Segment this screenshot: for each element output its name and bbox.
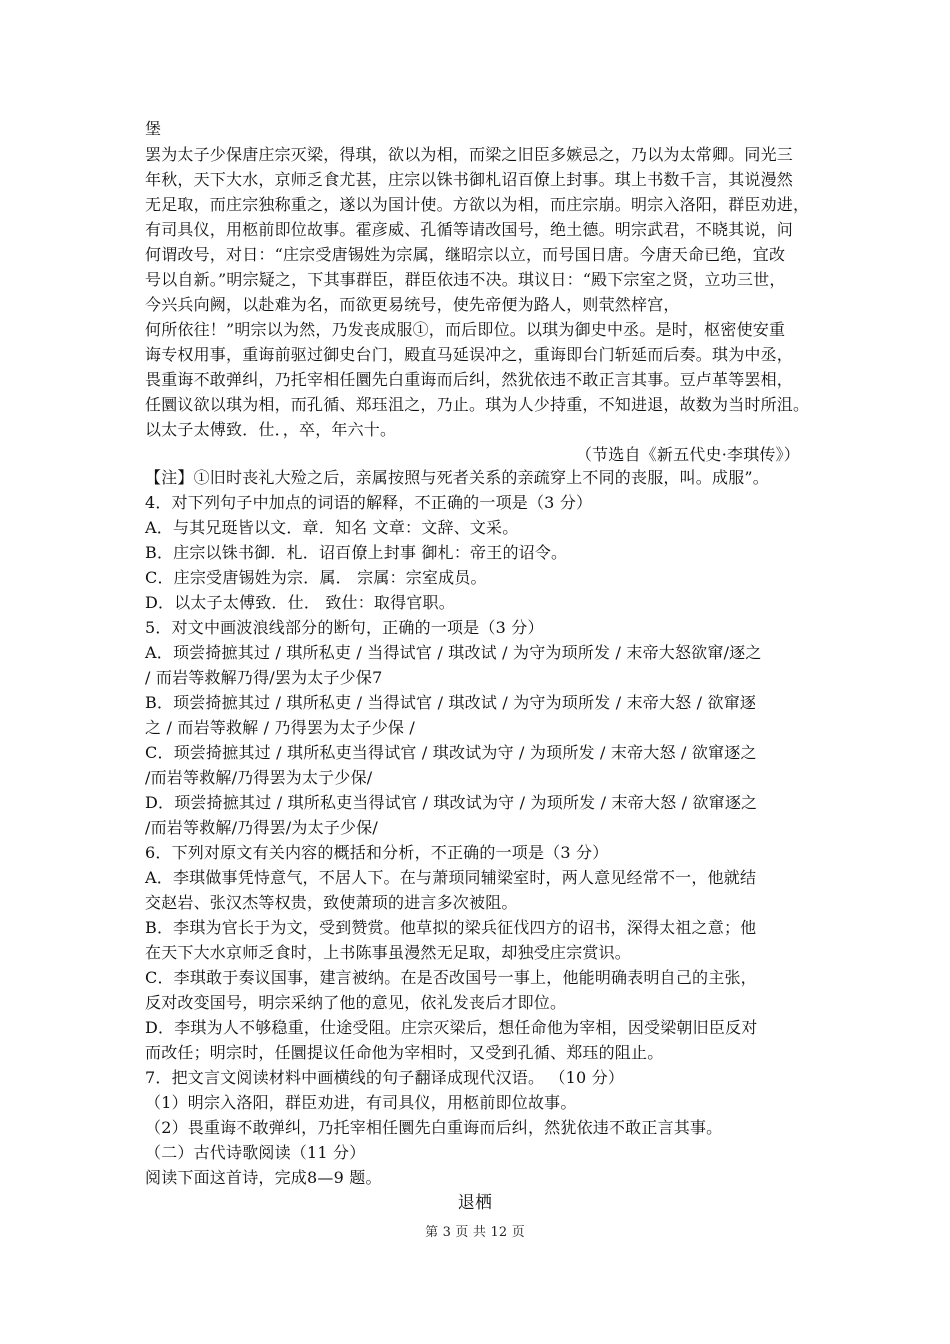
question-6-option-c-cont: 反对改变国号，明宗采纳了他的意见，依礼发丧后才即位。	[145, 993, 567, 1012]
passage-line: 无足取，而庄宗独称重之，遂以为国计使。方欲以为相，而庄宗崩。明宗入洛阳，群臣劝进，	[145, 195, 810, 214]
annotation-note: 【注】①旧时丧礼大殓之后，亲属按照与死者关系的亲疏穿上不同的丧服，叫。成服”。	[145, 468, 769, 487]
question-6-option-c: C．李琪敢于奏议国事，建言被纳。在是否改国号一事上，他能明确表明自己的主张，	[145, 968, 757, 987]
question-4-option-c: C．庄宗受唐锡姓为宗．属． 宗属：宗室成员。	[145, 568, 487, 587]
question-6-option-a-cont: 交赵岩、张汉杰等权贵，致使萧顼的进言多次被阻。	[145, 893, 518, 912]
passage-line: 何谓改号，对日：“庄宗受唐锡姓为宗属，继昭宗以立，而号国日唐。今唐天命已绝，宜改	[145, 245, 786, 264]
question-5-option-c: C．顼尝掎摭其过 / 琪所私吏当得试官 / 琪改试为守 / 为顼所发 / 末帝大怒 / 欲窜逐之	[145, 743, 757, 762]
question-7-part-1: （1）明宗入洛阳，群臣劝进，有司具仪，用柩前即位故事。	[145, 1093, 577, 1112]
poem-title: 退栖	[457, 1193, 493, 1213]
passage-line: 诲专权用事，重诲前驱过御史台门，殿直马延误冲之，重诲即台门斩延而后奏。琪为中丞，	[145, 345, 794, 364]
question-5-option-a: A．顼尝掎摭其过 / 琪所私吏 / 当得试官 / 琪改试 / 为守为顼所发 / 末帝大怒欲窜/逐之	[145, 643, 762, 662]
question-5-option-b: B．顼尝掎摭其过 / 琪所私吏 / 当得试官 / 琪改试 / 为守为顼所发 / 末帝大怒 / 欲窜逐	[145, 693, 757, 712]
passage-line: 号以自新。”明宗疑之，下其事群臣，群臣依违不决。琪议日：“殿下宗室之贤，立功三世，	[145, 270, 786, 289]
passage-line: 罢为太子少保唐庄宗灭梁，得琪，欲以为相，而梁之旧臣多嫉忌之，乃以为太常卿。同光三	[145, 145, 794, 164]
question-6-option-b-cont: 在天下大水京师乏食时，上书陈事虽漫然无足取，却独受庄宗赏识。	[145, 943, 632, 962]
passage-line: 年秋，天下大水，京师乏食尤甚，庄宗以铢书御札诏百僚上封事。琪上书数千言，其说漫然	[145, 170, 794, 189]
question-4-option-d: D．以太子太傅致．仕． 致仕：取得官职。	[145, 593, 455, 612]
passage-line: 以太子太傅致．仕．，卒，年六十。	[145, 420, 397, 439]
source-citation: （节选自《新五代史·李琪传》）	[575, 445, 800, 464]
question-6-option-b: B．李琪为官长于为文，受到赞赏。他草拟的梁兵征伐四方的诏书，深得太祖之意；他	[145, 918, 757, 937]
question-4-option-b: B．庄宗以铢书御．札．诏百僚上封事 御札：帝王的诏令。	[145, 543, 568, 562]
question-6-option-a: A．李琪做事凭恃意气，不居人下。在与萧顼同辅梁室时，两人意见经常不一，他就结	[145, 868, 757, 887]
passage-line: 有司具仪，用柩前即位故事。霍彦威、孔循等请改国号，绝土德。明宗武君，不晓其说，问	[145, 220, 794, 239]
passage-line: 今兴兵向阙，以赴难为名，而欲更易统号，使先帝便为路人，则茕然梓宫，	[145, 295, 680, 314]
question-5-option-d-cont: /而岩等救解/乃得罢/为太子少保/	[145, 818, 378, 837]
section-instruction: 阅读下面这首诗，完成8—9 题。	[145, 1168, 382, 1187]
question-5-option-a-cont: / 而岩等救解乃得/罢为太子少保7	[145, 668, 383, 687]
passage-line: 畏重诲不敢弹纠，乃托宰相任圜先白重诲而后纠，然犹依违不敢正言其事。豆卢革等罢相，	[145, 370, 794, 389]
question-5-option-c-cont: /而岩等救解/乃得罢为太亍少保/	[145, 768, 373, 787]
question-4-option-a: A．与其兄珽皆以文．章．知名 文章：文辞、文采。	[145, 518, 519, 537]
question-6-stem: 6．下列对原文有关内容的概括和分析，不正确的一项是（3 分）	[145, 843, 609, 862]
page-footer: 第 3 页 共 12 页	[425, 1225, 525, 1240]
question-6-option-d: D．李琪为人不够稳重，仕途受阻。庄宗灭梁后，想任命他为宰相，因受梁朝旧臣反对	[145, 1018, 758, 1037]
question-7-stem: 7．把文言文阅读材料中画横线的句子翻译成现代汉语。 （10 分）	[145, 1068, 625, 1087]
passage-line: 何所依往！”明宗以为然，乃发丧成服①，而后即位。以琪为御史中丞。是时，枢密使安重	[145, 320, 786, 339]
question-6-option-d-cont: 而改任；明宗时，任圜提议任命他为宰相时，又受到孔循、郑珏的阻止。	[145, 1043, 664, 1062]
passage-line: 任圜议欲以琪为相，而孔循、郑珏沮之，乃止。琪为人少持重，不知进退，故数为当时所沮。	[145, 395, 810, 414]
question-7-part-2: （2）畏重诲不敢弹纠，乃托宰相任圜先白重诲而后纠，然犹依违不敢正言其事。	[145, 1118, 723, 1137]
passage-line: 堡	[145, 119, 162, 138]
question-5-option-b-cont: 之 / 而岩等救解 / 乃得罢为太子少保 /	[145, 718, 416, 737]
question-5-stem: 5．对文中画波浪线部分的断句，正确的一项是（3 分）	[145, 618, 544, 637]
section-heading: （二）古代诗歌阅读（11 分）	[145, 1143, 366, 1162]
question-4-stem: 4．对下列句子中加点的词语的解释，不正确的一项是（3 分）	[145, 493, 593, 512]
question-5-option-d: D．顼尝掎摭其过 / 琪所私吏当得试官 / 琪改试为守 / 为顼所发 / 末帝大怒 / 欲窜逐之	[145, 793, 758, 812]
